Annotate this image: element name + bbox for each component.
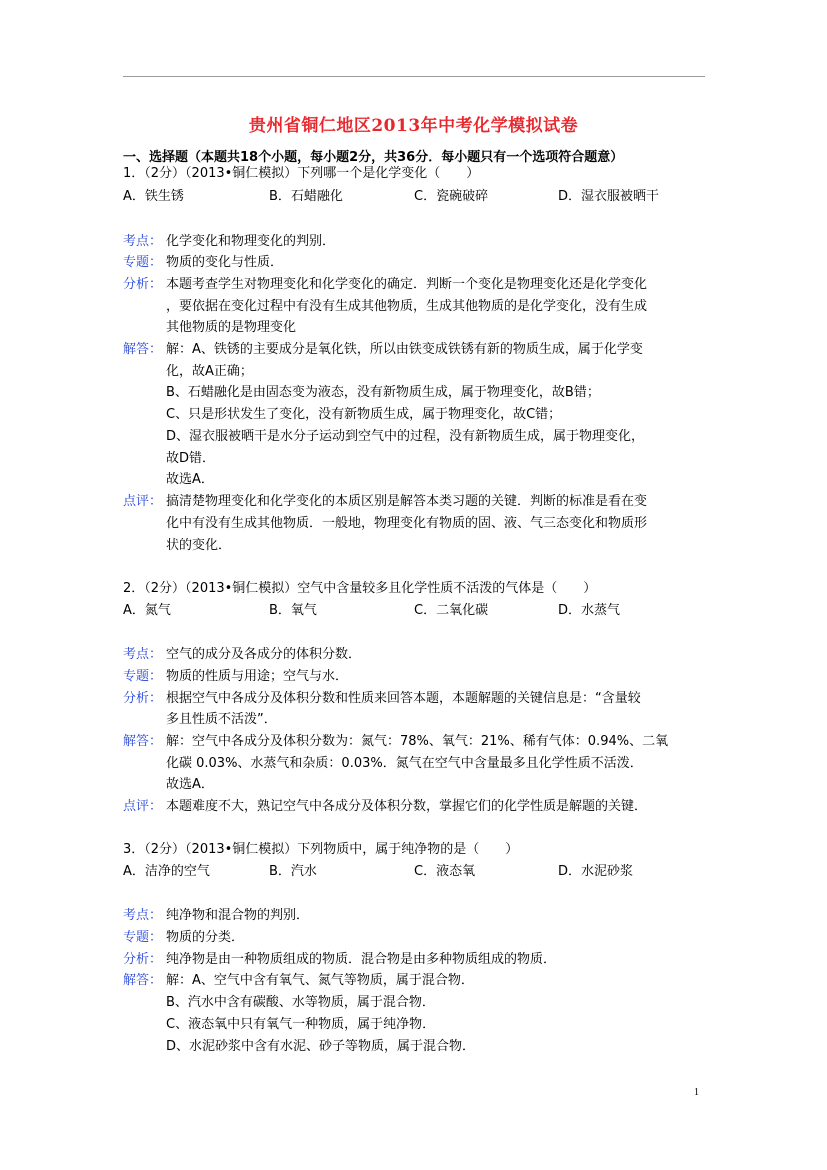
q2-jieda-label: 解答： xyxy=(123,734,163,749)
q1-jieda-line: 化，故A正确； xyxy=(166,364,253,379)
q1-fenxi-line: 其他物质的是物理变化 xyxy=(166,320,297,335)
q1-zhuanti: 物质的变化与性质． xyxy=(166,255,284,270)
q2-option-a: A．氮气 xyxy=(123,603,171,618)
q1-fenxi-label: 分析： xyxy=(123,277,163,292)
q2-option-d: D．水蒸气 xyxy=(558,603,621,618)
q1-dianping-line: 搞清楚物理变化和化学变化的本质区别是解答本类习题的关键．判断的标准是看在变 xyxy=(166,494,648,509)
section-heading: 一、选择题（本题共18个小题，每小题2分，共36分．每小题只有一个选项符合题意） xyxy=(123,150,624,165)
q1-kaodian-label: 考点： xyxy=(123,234,163,249)
q3-jieda-line: B、汽水中含有碳酸、水等物质，属于混合物． xyxy=(166,995,435,1010)
q1-jieda-line: 故选A． xyxy=(166,472,214,487)
q1-dianping-line: 化中有没有生成其他物质．一般地，物理变化有物质的固、液、气三态变化和物质形 xyxy=(166,516,648,531)
q1-option-c: C．瓷碗破碎 xyxy=(414,189,489,204)
q3-jieda-line: 解：A、空气中含有氧气、氮气等物质，属于混合物． xyxy=(166,973,474,988)
q1-option-a: A．铁生锈 xyxy=(123,189,184,204)
q2-jieda-line: 化碳 0.03%、水蒸气和杂质：0.03%．氮气在空气中含量最多且化学性质不活泼． xyxy=(166,756,643,771)
q3-jieda-label: 解答： xyxy=(123,973,163,988)
question-1-stem: 1．（2分）（2013•铜仁模拟）下列哪一个是化学变化（ ） xyxy=(123,166,480,181)
q2-zhuanti-label: 专题： xyxy=(123,669,163,684)
q1-kaodian: 化学变化和物理变化的判别． xyxy=(166,234,336,249)
q3-kaodian: 纯净物和混合物的判别． xyxy=(166,908,310,923)
header-rule xyxy=(123,76,705,77)
q3-kaodian-label: 考点： xyxy=(123,908,163,923)
q1-option-b: B．石蜡融化 xyxy=(269,189,343,204)
q1-option-d: D．湿衣服被晒干 xyxy=(558,189,660,204)
q2-zhuanti: 物质的性质与用途；空气与水． xyxy=(166,669,349,684)
q1-dianping-line: 状的变化． xyxy=(166,538,232,553)
q1-jieda-line: C、只是形状发生了变化，没有新物质生成，属于物理变化，故C错； xyxy=(166,407,562,422)
q1-dianping-label: 点评： xyxy=(123,494,163,509)
q2-option-b: B．氧气 xyxy=(269,603,317,618)
q2-jieda-line: 故选A． xyxy=(166,777,214,792)
q3-fenxi-line: 纯净物是由一种物质组成的物质．混合物是由多种物质组成的物质． xyxy=(166,952,557,967)
q3-fenxi-label: 分析： xyxy=(123,952,163,967)
page-number: 1 xyxy=(694,1087,699,1098)
q2-fenxi-line: 根据空气中各成分及体积分数和性质来回答本题，本题解题的关键信息是：“含量较 xyxy=(166,691,641,706)
q1-jieda-label: 解答： xyxy=(123,342,163,357)
q3-option-b: B．汽水 xyxy=(269,864,317,879)
q2-kaodian-label: 考点： xyxy=(123,647,163,662)
q1-jieda-line: D、湿衣服被晒干是水分子运动到空气中的过程，没有新物质生成，属于物理变化， xyxy=(166,429,645,444)
q2-dianping-label: 点评： xyxy=(123,799,163,814)
question-2-stem: 2．（2分）（2013•铜仁模拟）空气中含量较多且化学性质不活泼的气体是（ ） xyxy=(123,581,597,596)
q3-option-d: D．水泥砂浆 xyxy=(558,864,634,879)
q1-jieda-line: B、石蜡融化是由固态变为液态，没有新物质生成，属于物理变化，故B错； xyxy=(166,385,600,400)
q2-option-c: C．二氧化碳 xyxy=(414,603,489,618)
q3-jieda-line: C、液态氧中只有氧气一种物质，属于纯净物． xyxy=(166,1017,436,1032)
q3-zhuanti-label: 专题： xyxy=(123,930,163,945)
q1-jieda-line: 解：A、铁锈的主要成分是氧化铁，所以由铁变成铁锈有新的物质生成，属于化学变 xyxy=(166,342,643,357)
q1-jieda-line: 故D错． xyxy=(166,451,216,466)
q1-fenxi-line: ，要依据在变化过程中有没有生成其他物质，生成其他物质的是化学变化，没有生成 xyxy=(166,299,648,314)
q2-dianping-line: 本题难度不大，熟记空气中各成分及体积分数，掌握它们的化学性质是解题的关键． xyxy=(166,799,648,814)
q3-option-a: A．洁净的空气 xyxy=(123,864,210,879)
page-title: 贵州省铜仁地区2013年中考化学模拟试卷 xyxy=(248,116,579,136)
q2-fenxi-label: 分析： xyxy=(123,691,163,706)
q1-zhuanti-label: 专题： xyxy=(123,255,163,270)
question-3-stem: 3．（2分）（2013•铜仁模拟）下列物质中，属于纯净物的是（ ） xyxy=(123,842,519,857)
q1-fenxi-line: 本题考查学生对物理变化和化学变化的确定．判断一个变化是物理变化还是化学变化 xyxy=(166,277,648,292)
q2-fenxi-line: 多且性质不活泼”． xyxy=(166,712,277,727)
q2-jieda-line: 解：空气中各成分及体积分数为：氮气：78%、氧气：21%、稀有气体：0.94%、二氧 xyxy=(166,734,669,749)
q3-jieda-line: D、水泥砂浆中含有水泥、砂子等物质，属于混合物． xyxy=(166,1039,476,1054)
q2-kaodian: 空气的成分及各成分的体积分数． xyxy=(166,647,362,662)
q3-zhuanti: 物质的分类． xyxy=(166,930,245,945)
q3-option-c: C．液态氧 xyxy=(414,864,476,879)
